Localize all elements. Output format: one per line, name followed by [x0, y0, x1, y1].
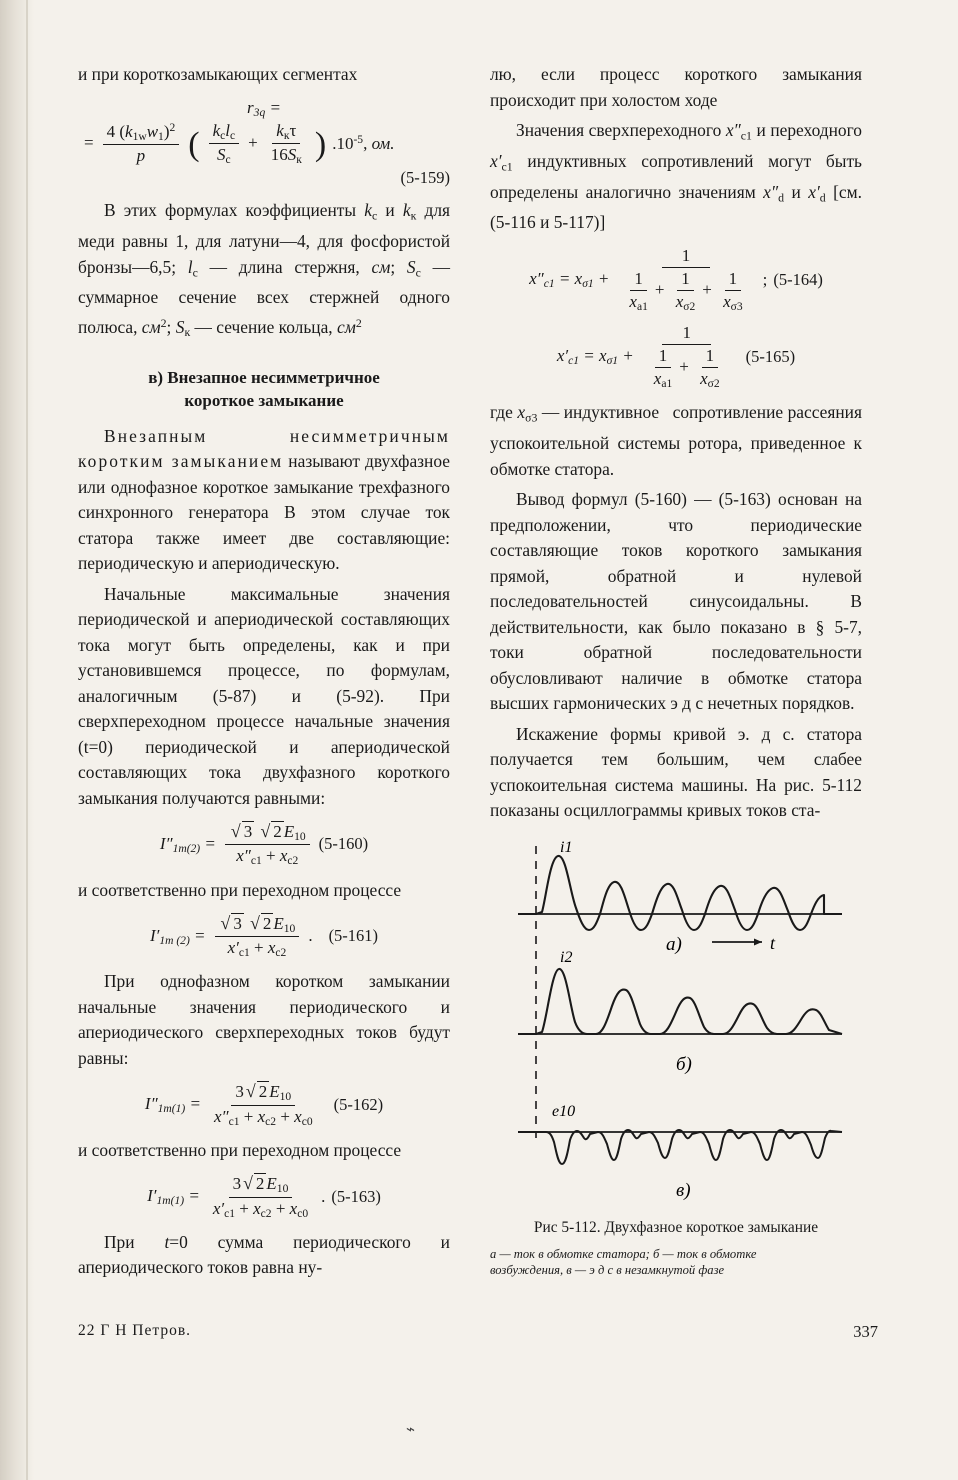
label-part-b: б) — [676, 1053, 692, 1075]
paragraph-left-3 — [78, 424, 450, 577]
formula-5-159: $r_{3q}$ = = $\frac{4 (k_{1w}w_1)^2}{p}$ ( $\frac{k_cl_c}{S_c}$ + $\frac{k_к\tau}{16S_к}$ ) $.10^{-5}$, ом. (5-159) — [78, 98, 450, 189]
formula-5-165-frac: 1 $\frac{1}{x_{a1}}$ + $\frac{1}{x_{\sigma 2}}$ — [653, 323, 720, 391]
right-column — [490, 62, 862, 1278]
figure-subcaption-line1: а — ток в обмотке статора; б — ток в обмотке — [490, 1247, 757, 1262]
formula-5-163-number: (5-163) — [331, 1186, 381, 1206]
formula-5-160 — [78, 821, 450, 867]
figure-subcaption-line2: возбуждения, в — э д с в незамкнутой фазе — [490, 1262, 725, 1277]
label-part-a: а) — [666, 933, 682, 955]
page-footer — [78, 1322, 878, 1342]
label-axis-t: t — [770, 932, 776, 953]
paragraph-left-7: и соответственно при переходном процессе — [78, 1139, 402, 1160]
formula-5-160-frac: $\frac{√ 3 √ 2 E_{10}}{x''_{c1} + x_{c2}}$ — [225, 821, 310, 867]
formula-5-164-frac: 1 $\frac{1}{x_{a1}}$ + $\frac{1}{x_{\sigma 2}}$ + $\frac{1}{x_{\sigma 3}}$ — [629, 245, 743, 314]
label-i2: i2 — [560, 948, 573, 966]
paragraph-right-5: Искажение формы кривой э. д с. статора получается тем большим, чем слабее успокоительная система машины. На рис. 5-112 показаны осциллограммы кривых токов ста- — [490, 723, 862, 821]
formula-5-165-lhs: $x'_{c1} = x_{\sigma 1}$ + — [556, 346, 634, 368]
formula-5-161-number: (5-161) — [328, 926, 379, 946]
paragraph-left-8: При t=0 сумма периодического и апериодического токов равна ну- — [78, 1231, 450, 1278]
curve-e10 — [518, 1130, 842, 1164]
formula-5-165 — [490, 323, 862, 390]
formula-5-161 — [78, 913, 450, 959]
curve-i1 — [518, 856, 842, 930]
formula-5-161-frac: $\frac{√ 3 √ 2 E_{10}}{x'_{c1} + x_{c2}}$ — [215, 913, 300, 959]
formula-5-162 — [78, 1081, 450, 1127]
formula-5-160-number: (5-160) — [318, 834, 369, 854]
formula-5-163-dot: . — [321, 1186, 326, 1206]
formula-5-159-number: (5-159) — [400, 168, 450, 188]
formula-5-159-tail: $.10^{-5}$, ом. — [332, 133, 395, 153]
figure-caption: Рис 5-112. Двухфазное короткое замыкание — [533, 1218, 819, 1236]
label-i1: i1 — [560, 838, 573, 856]
bottom-scan-mark: ⌁ — [406, 1422, 416, 1438]
page-number: 337 — [853, 1322, 878, 1341]
paragraph-left-4: Начальные максимальные значения периодической и апериодической составляющих тока могут быть определены, как и при установившемся процессе, по формулам, аналогичным (5-87) и (5-92). При сверхпереходном процессе начальные значения (t=0) периодической и апериодической составляющих тока двухфазного короткого замыкания получаются равными: — [78, 583, 450, 808]
figure-subcaption — [490, 1247, 862, 1278]
formula-5-159-term2: $\frac{k_к\tau}{16S_к}$ — [270, 120, 302, 167]
formula-5-162-number: (5-162) — [333, 1094, 384, 1114]
formula-5-159-term1: $\frac{k_cl_c}{S_c}$ — [209, 121, 240, 166]
arrow-t-head — [754, 938, 762, 945]
paragraph-left-1: и при короткозамыкающих сегментах — [78, 64, 358, 84]
scan-edge-shadow — [0, 0, 34, 1480]
formula-5-163-lhs: $I'_{1m(1)}$ = — [147, 1186, 200, 1208]
label-part-v: в) — [676, 1179, 691, 1201]
figure-5-112 — [490, 838, 862, 1279]
paragraph-right-2: Значения сверхпереходного $x''_{c1}$ и переходного $x'_{c1}$ индуктивных сопротивлений могут быть определены аналогично значениям $x''_d$ и $x'_d$ [см. (5-116 и 5-117)] — [490, 120, 863, 233]
formula-5-161-lhs: $I'_{1m (2)}$ = — [149, 925, 206, 947]
label-e10: e10 — [552, 1102, 576, 1120]
formula-5-165-number: (5-165) — [745, 346, 796, 366]
paragraph-right-1: лю, если процесс короткого замыкания происходит при холостом ходе — [490, 64, 862, 110]
formula-5-162-lhs: $I''_{1m(1)}$ = — [144, 1094, 201, 1116]
paragraph-left-3-spaced: Внезапным несимметричным коротким замыканием — [78, 425, 450, 472]
formula-5-159-eq: = — [84, 133, 94, 153]
formula-5-159-lhs: $r_{3q}$ = — [247, 97, 281, 119]
section-heading-line2: короткое замыкание — [184, 390, 344, 410]
paragraph-left-6: При однофазном коротком замыкании начальные значения периодического и апериодического сверхпереходных токов будут равны: — [78, 971, 450, 1068]
formula-5-164 — [490, 246, 862, 313]
paragraph-left-5: и соответственно при переходном процессе — [78, 879, 402, 900]
formula-5-161-dot: . — [308, 926, 313, 946]
plus-sign: + — [248, 133, 258, 153]
paragraph-left-3-rest: называют двухфазное или однофазное короткое замыкание трехфазного синхронного генератора В этом случае ток статора также имеет две составляющие: периодическую и апериодическую. — [78, 451, 450, 574]
paragraph-right-4: Вывод формул (5-160) — (5-163) основан на предположении, что периодические составляющие токов короткого замыкания прямой, обратной и нулевой последовательностей синусоидальны. В действительности, как было показано в § 5-7, токи обратной последовательности обусловливают наличие в обмотке статора высших гармонических э д с нечетных порядков. — [490, 489, 862, 714]
section-heading — [78, 366, 450, 412]
formula-5-163 — [78, 1173, 450, 1219]
formula-5-162-frac: $\frac{3 √ 2 E_{10}}{x''_{c1} + x_{c2} + x_{c0}}$ — [213, 1081, 313, 1128]
section-heading-line1: в) Внезапное несимметричное — [148, 367, 380, 387]
formula-5-163-frac: $\frac{3 √ 2 E_{10}}{x'_{c1} + x_{c2} + x_{c0}}$ — [212, 1173, 309, 1220]
two-column-body — [78, 62, 878, 1302]
oscillogram-svg — [490, 838, 862, 1210]
formula-5-159-coef: $\frac{4 (k_{1w}w_1)^2}{p}$ — [103, 121, 180, 166]
formula-5-164-semicolon: ; — [762, 269, 768, 289]
paragraph-right-3: где $x_{\sigma 3}$ — индуктивное сопротивление рассеяния успокоительной системы ротора, приведенное к обмотке статора. — [490, 402, 862, 479]
formula-5-160-lhs: $I''_{1m(2)}$ = — [159, 833, 216, 855]
curve-i2 — [518, 969, 842, 1034]
left-column — [78, 62, 450, 1281]
paragraph-left-2: В этих формулах коэффициенты $k_c$ и $k_к$ для меди равны 1, для латуни—4, для фосфористой бронзы—6,5; $l_c$ — длина стержня, см; $S_c$ — суммарное сечение всех стержней одного полюса, $см^2$; $S_к$ — сечение кольца, $см^2$ — [78, 200, 450, 340]
formula-5-164-number: (5-164) — [773, 269, 823, 289]
formula-5-164-lhs: $x''_{c1} = x_{\sigma 1}$ + — [529, 268, 610, 291]
book-signature: 22 Г Н Петров. — [78, 1322, 192, 1339]
